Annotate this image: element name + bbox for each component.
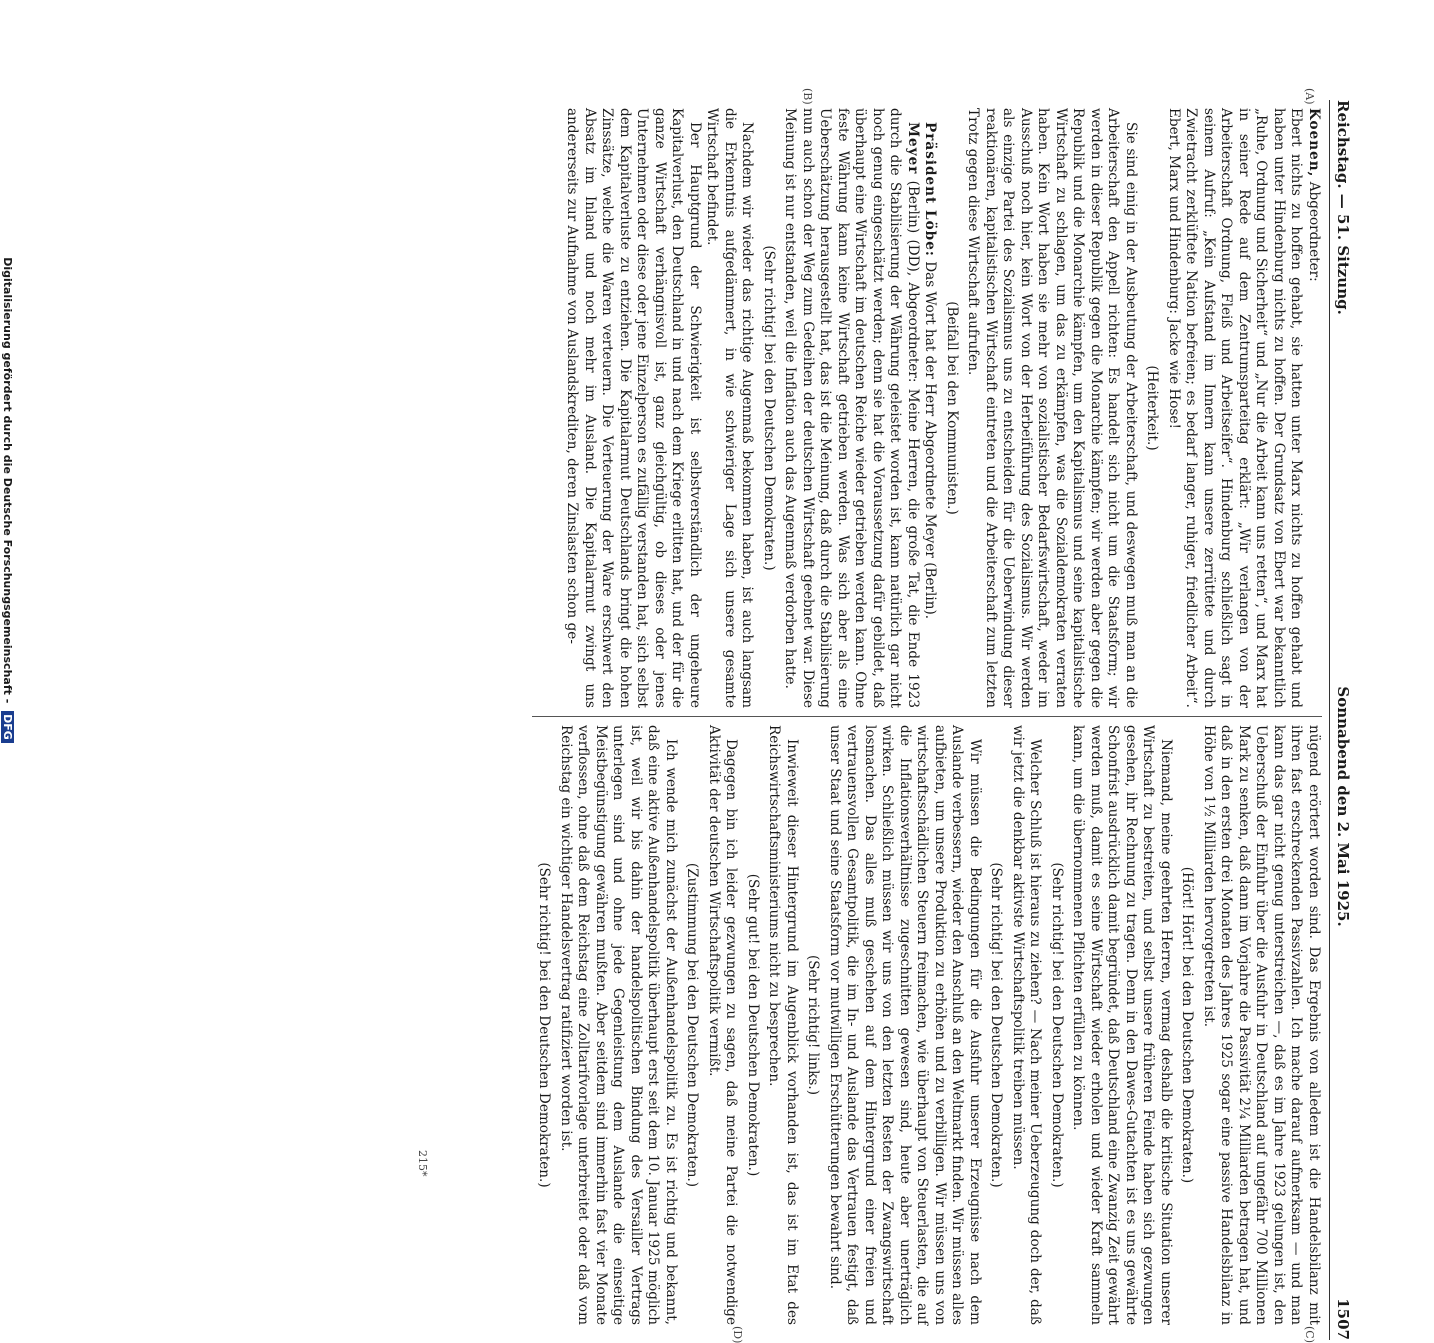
paragraph: Welcher Schluß ist hieraus zu ziehen? — Nach meiner Ueberzeugung doch der, daß wir jetzt die denkbar aktivste Wirtschaftspolitik treiben müssen. [1010, 725, 1044, 1325]
margin-marker-d: (D) [731, 1326, 744, 1343]
reaction: (Sehr richtig! bei den Deutschen Demokraten.) [988, 862, 1005, 1188]
president-line [921, 108, 939, 708]
paragraph: Niemand, meine geehrten Herren, vermag deshalb die kritische Situation unserer Wirtschaft zu bestreiten, und selbst unsere früheren Feinde haben sich gezwungen gesehen, ihr Rechnung zu tragen. Denn in den Dawes-Gutachten ist es uns gewährte Schonfrist ausdrücklich damit begründet, daß Deutschland eine Zwanzig Zeit gewährt werden muß, damit es seine Wirtschaft wieder erholen und wieder Kraft sammeln kann, um die übernommenen Pflichten erfüllen zu können. [1070, 725, 1174, 1325]
speaker-role: (Berlin) (DD), Abgeordneter: [905, 180, 921, 383]
paragraph: Meine Herren, die große Tat, die Ende 1923 durch die Stabilisierung der Währung geleistet worden ist, kann natürlich gar nicht hoch genug eingeschätzt werden; denn sie hat die Voraussetzung dafür gebildet, daß überhaupt eine Wirtschaft im deutschen Reiche wieder getrieben werden kann. Ohne feste Währung kann keine Wirtschaft getrieben werden. Was sich aber als eine Ueberschätzung herausgestellt hat, das ist die Meinung, daß durch die Stabilisierung nun auch schon der Weg zum Gedeihen der deutschen Wirtschaft geebnet war. Diese Meinung ist nur entstanden, weil die Inflation auch das Augenmaß verdorben hatte. [782, 108, 921, 709]
reaction: (Heiterkeit.) [1144, 365, 1161, 451]
paragraph: nügend erörtert worden sind. Das Ergebnis von alledem ist die Handelsbilanz mit ihren fast erschreckenden Passivzahlen. Ich mache darauf aufmerksam — und man kann das gar nicht genug unterstreichen —, daß es im Jahre 1923 gelungen ist, den Ueberschuß der Einfuhr über die Ausfuhr in Deutschland auf ungefähr 700 Millionen Mark zu senken, daß dann im Vorjahre die Passivität 2¼ Milliarden betragen hat, und daß in den ersten drei Monaten des Jahres 1925 sogar eine passive Handelsbilanz in Höhe von 1½ Milliarden hervorgetreten ist. [1201, 725, 1322, 1325]
header-left: Reichstag. — 51. Sitzung. [1334, 100, 1352, 315]
header-page-number: 1507 [1334, 1298, 1352, 1340]
dfg-logo: DFG [1, 711, 14, 743]
paragraph: Der Hauptgrund der Schwierigkeit ist selbstverständlich der ungeheure Kapitalverlust, den Deutschland in und nach dem Kriege erlitten hat, und der für die ganze Wirtschaft verhängnisvoll ist, ganz gleichgültig, ob dieses oder jenes Unternehmen oder diese oder jene Einzelperson es zufällig verstanden hat, sich selbst dem Kapitalverluste zu entziehen. Die Kapitalarmut Deutschlands bringt die hohen Zinssätze, welche die Waren verteuern. Die Verteuerung der Ware erschwert den Absatz im Inland und noch mehr im Ausland. Die Kapitalarmut zwingt uns andererseits zur Aufnahme von Auslandskrediten, deren Zinslasten schon ge- [564, 108, 703, 708]
margin-marker-b: (B) [801, 88, 814, 105]
speaker-name: Meyer [905, 122, 921, 175]
column-divider [532, 716, 1322, 717]
reaction: (Sehr richtig! bei den Deutschen Demokraten.) [1049, 862, 1065, 1188]
reaction: (Zustimmung bei den Deutschen Demokraten.) [684, 862, 701, 1188]
margin-marker-a: (A) [1303, 88, 1316, 105]
paragraph: Sie sind einig in der Ausbeutung der Arbeiterschaft, und deswegen muß man an die Arbeiterschaft den Appell richten: Es handelt sich nicht um die Staatsform; wir werden in dieser Republik gegen die Monarchie kämpfen; wir werden aber gegen die Republik und die Monarchie kämpfen, um den Kapitalismus und seine kapitalistische Wirtschaft zu schlagen, um das zu erkämpfen, was die Sozialdemokraten verraten haben. Kein Wort haben sie mehr von sozialistischer Bedarfswirtschaft, weder im Ausschuß noch hier, kein Wort von der Herbeiführung des Sozialismus. Wir werden als einzige Partei des Sozialismus uns zu entscheiden für die Ueberwindung dieser reaktionären, kapitalistischen Wirtschaft eintreten und die Arbeiterschaft zum letzten Trotz gegen diese Wirtschaft aufrufen. [965, 108, 1139, 708]
speaker-line [781, 108, 921, 708]
header-rule [1329, 100, 1330, 1340]
paragraph: Ebert nichts zu hoffen gehabt, sie hatten unter Marx nichts zu hoffen gehabt und haben unter Hindenburg nichts zu hoffen. Der Grundsatz von Ebert war bekanntlich „Ruhe, Ordnung und Sicherheit“ und „Nur die Arbeit kann uns retten“, und Marx hat in seiner Rede auf dem Zentrumsparteitag erklärt: „Wir verlangen von der Arbeiterschaft Ordnung, Fleiß und Arbeitseifer“. Hindenburg schließlich sagt in seinem Aufruf: „Kein Aufstand im Innern kann unsere zerrüttete und durch Zwietracht zerklüftete Nation befreien; es bedarf langer, ruhiger, friedlicher Arbeit“. Ebert, Marx und Hindenburg: Jacke wie Hose! [1166, 108, 1305, 708]
president-name: Präsident Löbe: [922, 122, 939, 257]
speaker-name: Koenen, [1306, 108, 1322, 178]
reaction: (Beifall bei den Kommunisten.) [944, 301, 960, 515]
margin-marker-c: (C) [1303, 1326, 1316, 1343]
digitization-footer [1, 0, 14, 1000]
paragraph: Inwieweit dieser Hintergrund im Augenblick vorhanden ist, das ist im Etat des Reichswirtschaftsministeriums nicht zu besprechen. [766, 725, 800, 1325]
speaker-role: Abgeordneter: [1306, 181, 1322, 282]
reaction: (Sehr richtig! bei den Deutschen Demokraten.) [761, 245, 777, 571]
paragraph: Dagegen bin ich leider gezwungen zu sagen, daß meine Partei die notwendige Aktivität der deutschen Wirtschaftspolitik vermißt. [706, 725, 740, 1325]
paragraph: Wir müssen die Bedingungen für die Ausfuhr unserer Erzeugnisse nach dem Auslande verbessern, wieder den Anschluß an den Weltmarkt finden. Wir müssen alles aufbieten, um unsere Produktion zu erhöhen und zu verbilligen. Wir müssen uns von wirtschaftsschädlichen Steuern freimachen, wie überhaupt von Steuerlasten, die auf die Inflationsverhältnisse zugeschnitten gewesen sind, heute aber unerträglich wirken. Schließlich müssen wir uns von den letzten Resten der Zwangswirtschaft losmachen. Das alles muß geschehen auf dem Hintergrund einer freien und vertrauensvollen Gesamtpolitik, die im In- und Auslande das Vertrauen festigt, daß unser Staat und seine Staatsform vor mutwilligen Erschütterungen bewahrt sind. [827, 725, 983, 1325]
column-right [531, 725, 1322, 1325]
paragraph: Ich wende mich zunächst der Außenhandelspolitik zu. Es ist richtig und bekannt, daß eine aktive Außenhandelspolitik überhaupt erst seit dem 10. Januar 1925 möglich ist, weil wir bis dahin der handelspolitischen Bindung des Versailler Vertrags unterlegen sind und ohne jede Gegenleistung dem Auslande die einseitige Meistbegünstigung gewähren mußten. Aber seitdem sind immerhin fast vier Monate verflossen, ohne daß dem Reichstag eine Zolltarifvorlage unterbreitet oder daß vom Reichstag ein wichtiger Handelsvertrag ratifiziert worden ist. [558, 725, 679, 1325]
paragraph: Nachdem wir wieder das richtige Augenmaß bekommen haben, ist auch langsam die Erkenntnis aufgedämmert, in wie schwieriger Lage sich unsere gesamte Wirtschaft befindet. [704, 108, 756, 708]
page-marker: 215* [416, 1150, 429, 1177]
column-left [563, 108, 1322, 708]
reaction: (Sehr richtig! links.) [805, 954, 822, 1096]
footer-text: Digitalisierung gefördert durch die Deutsche Forschungsgemeinschaft - [1, 257, 14, 704]
reaction: (Sehr gut! bei den Deutschen Demokraten.) [745, 873, 761, 1177]
president-text: Das Wort hat der Herr Abgeordnete Meyer (Berlin). [922, 261, 939, 620]
speaker-line [1305, 108, 1323, 708]
page-header [1334, 100, 1352, 1340]
reaction: (Hört! Hört! bei den Deutschen Demokraten.) [1179, 866, 1196, 1184]
reaction: (Sehr richtig! bei den Deutschen Demokraten.) [536, 862, 553, 1188]
header-center: Sonnabend den 2. Mai 1925. [1334, 686, 1352, 927]
